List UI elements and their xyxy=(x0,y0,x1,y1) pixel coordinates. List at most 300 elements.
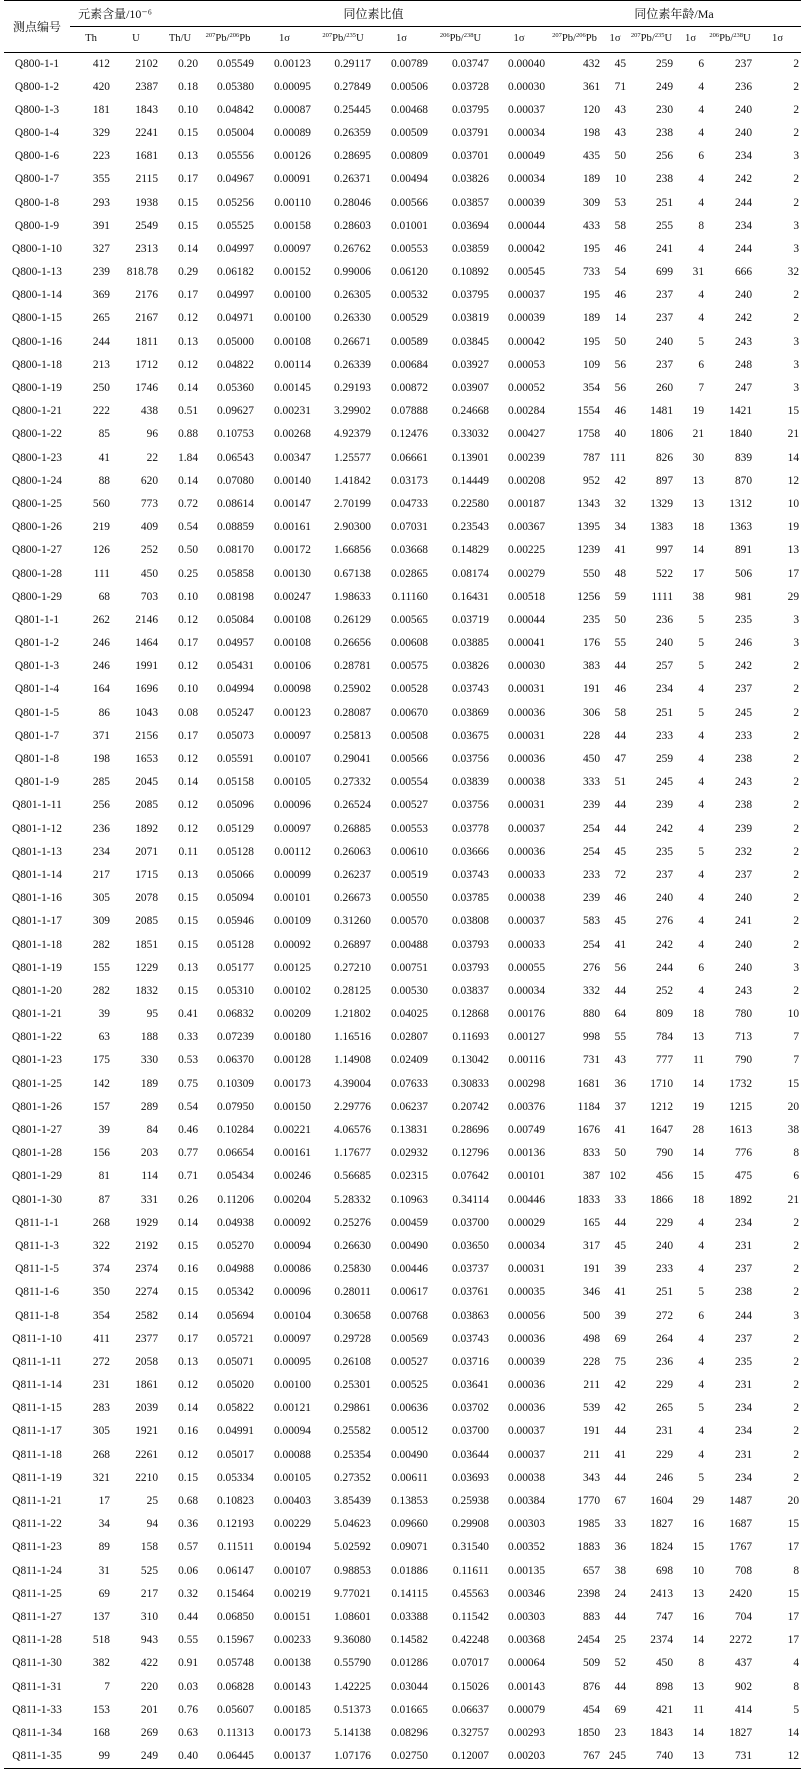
age-sigma-1-cell: 36 xyxy=(614,1077,627,1090)
th-u-ratio-cell: 0.75 xyxy=(178,1077,199,1090)
ratio-206pb-238u-cell: 0.29908 xyxy=(451,1518,490,1531)
ratio-sigma-2-cell: 0.00768 xyxy=(390,1309,429,1322)
ratio-sigma-1-cell: 0.00110 xyxy=(274,196,312,209)
age-sigma-2-cell: 5 xyxy=(698,845,705,858)
table-row xyxy=(4,1652,801,1675)
ratio-sigma-1-cell: 0.00147 xyxy=(273,497,312,510)
sample-id-cell: Q800-1-8 xyxy=(14,196,60,209)
age-sigma-3-cell: 2 xyxy=(793,706,800,719)
age-207pb-235u-cell: 1329 xyxy=(650,497,674,510)
ratio-sigma-2-cell: 0.00575 xyxy=(390,660,429,673)
u-content-cell: 2058 xyxy=(135,1355,159,1368)
ratio-sigma-2-cell: 0.02807 xyxy=(390,1031,429,1044)
th-content-cell: 374 xyxy=(92,1263,110,1276)
sample-id-cell: Q800-1-7 xyxy=(14,173,60,186)
age-207pb-235u-cell: 238 xyxy=(655,126,674,139)
ratio-207pb-235u-cell: 0.26885 xyxy=(333,822,372,835)
ratio-206pb-238u-cell: 0.03793 xyxy=(451,961,490,974)
th-u-ratio-cell: 0.13 xyxy=(178,150,199,163)
table-row xyxy=(4,354,801,377)
sample-id-cell: Q811-1-28 xyxy=(12,1634,62,1647)
ratio-207pb-206pb-cell: 0.05431 xyxy=(216,660,255,673)
age-sigma-2-cell: 11 xyxy=(693,1054,705,1067)
ratio-sigma-3-cell: 0.00036 xyxy=(508,845,546,858)
ratio-207pb-235u-cell: 0.26108 xyxy=(333,1355,372,1368)
ratio-206pb-238u-cell: 0.10892 xyxy=(451,266,490,279)
ratio-sigma-2-cell: 0.06120 xyxy=(390,266,429,279)
u-content-cell: 2210 xyxy=(135,1471,159,1484)
age-sigma-1-cell: 44 xyxy=(614,799,627,812)
ratio-207pb-206pb-cell: 0.05158 xyxy=(216,776,255,789)
ratio-sigma-2-cell: 0.00608 xyxy=(390,637,429,650)
table-row xyxy=(4,1490,801,1513)
col-age-sigma-2: 1σ xyxy=(675,27,706,53)
ratio-206pb-238u-cell: 0.12007 xyxy=(430,1745,491,1768)
ratio-206pb-238u-cell: 0.03700 xyxy=(451,1425,490,1438)
th-content-cell: 175 xyxy=(92,1054,110,1067)
age-sigma-3-cell: 2 xyxy=(793,660,800,673)
ratio-207pb-206pb-cell: 0.05084 xyxy=(216,613,255,626)
ratio-207pb-235u-cell: 5.02592 xyxy=(333,1541,372,1554)
age-206pb-238u-cell: 242 xyxy=(734,173,753,186)
ratio-sigma-2-cell: 0.02932 xyxy=(390,1147,429,1160)
ratio-207pb-206pb-cell: 0.06543 xyxy=(216,451,255,464)
ratio-207pb-235u-cell: 2.29776 xyxy=(333,1100,372,1113)
th-u-ratio-cell: 0.15 xyxy=(178,1471,199,1484)
col-age-206pb-238u: $^{206}$Pb/$^{238}$U xyxy=(706,27,754,53)
age-sigma-1-cell: 33 xyxy=(614,1193,627,1206)
age-207pb-206pb-cell: 211 xyxy=(583,1379,601,1392)
age-207pb-235u-cell: 450 xyxy=(655,1657,674,1670)
ratio-sigma-2-cell: 0.00789 xyxy=(390,57,429,70)
ratio-sigma-2-cell: 0.06237 xyxy=(390,1100,429,1113)
u-content-cell: 201 xyxy=(140,1703,159,1716)
th-content-cell: 63 xyxy=(98,1031,110,1044)
sample-id-cell: Q801-1-29 xyxy=(12,1170,62,1183)
u-content-cell: 95 xyxy=(146,1008,159,1021)
age-207pb-206pb-cell: 191 xyxy=(582,1425,601,1438)
age-sigma-2-cell: 13 xyxy=(692,474,705,487)
ratio-207pb-206pb-cell: 0.10753 xyxy=(216,428,255,441)
age-206pb-238u-cell: 242 xyxy=(734,660,753,673)
table-row xyxy=(4,447,801,470)
age-207pb-206pb-cell: 332 xyxy=(582,984,601,997)
table-row xyxy=(4,586,801,609)
age-207pb-235u-cell: 236 xyxy=(655,1355,674,1368)
ratio-207pb-235u-cell: 0.26237 xyxy=(333,868,372,881)
th-u-ratio-cell: 0.88 xyxy=(178,428,199,441)
age-sigma-3-cell: 5 xyxy=(793,1703,800,1716)
sample-id-cell: Q811-1-31 xyxy=(12,1680,62,1693)
ratio-206pb-238u-cell: 0.32757 xyxy=(451,1726,490,1739)
age-207pb-206pb-cell: 432 xyxy=(582,57,601,70)
th-content-cell: 236 xyxy=(92,822,110,835)
ratio-207pb-206pb-cell: 0.05607 xyxy=(216,1703,255,1716)
age-207pb-235u-cell: 235 xyxy=(655,845,674,858)
age-206pb-238u-cell: 839 xyxy=(734,451,753,464)
age-206pb-238u-cell: 243 xyxy=(734,984,753,997)
age-sigma-2-cell: 13 xyxy=(692,497,705,510)
u-content-cell: 773 xyxy=(140,497,159,510)
ratio-207pb-235u-cell: 0.99006 xyxy=(333,266,372,279)
ratio-sigma-1-cell: 0.00161 xyxy=(273,521,312,534)
age-sigma-2-cell: 4 xyxy=(698,1448,705,1461)
age-207pb-206pb-cell: 454 xyxy=(582,1703,601,1716)
ratio-sigma-3-cell: 0.00352 xyxy=(508,1541,546,1554)
table-row xyxy=(4,1397,801,1420)
ratio-207pb-206pb-cell: 0.05334 xyxy=(216,1471,255,1484)
ratio-sigma-3-cell: 0.00303 xyxy=(508,1610,546,1623)
age-sigma-1-cell: 69 xyxy=(614,1332,627,1345)
age-207pb-235u-cell: 242 xyxy=(655,938,674,951)
u-content-cell: 220 xyxy=(140,1680,159,1693)
age-207pb-235u-cell: 777 xyxy=(655,1054,674,1067)
age-207pb-206pb-cell: 450 xyxy=(582,753,601,766)
age-sigma-2-cell: 13 xyxy=(692,1680,705,1693)
age-207pb-206pb-cell: 387 xyxy=(582,1170,601,1183)
age-sigma-1-cell: 46 xyxy=(614,892,627,905)
ratio-207pb-235u-cell: 5.04623 xyxy=(333,1518,372,1531)
age-sigma-2-cell: 4 xyxy=(698,938,705,951)
ratio-206pb-238u-cell: 0.03857 xyxy=(451,196,490,209)
ratio-sigma-3-cell: 0.00040 xyxy=(508,57,546,70)
th-u-ratio-cell: 0.15 xyxy=(178,126,199,139)
sample-id-cell: Q801-1-13 xyxy=(12,845,62,858)
ratio-sigma-2-cell: 0.00550 xyxy=(390,892,429,905)
ratio-206pb-238u-cell: 0.03761 xyxy=(451,1286,490,1299)
sample-id-cell: Q811-1-8 xyxy=(15,1309,59,1322)
age-207pb-235u-cell: 240 xyxy=(655,1239,674,1252)
ratio-sigma-3-cell: 0.00037 xyxy=(508,915,546,928)
ratio-206pb-238u-cell: 0.03795 xyxy=(451,103,490,116)
age-sigma-1-cell: 42 xyxy=(614,1379,627,1392)
th-u-ratio-cell: 0.53 xyxy=(178,1054,199,1067)
age-sigma-1-cell: 46 xyxy=(614,405,627,418)
age-207pb-206pb-cell: 1676 xyxy=(577,1124,601,1137)
ratio-206pb-238u-cell: 0.13901 xyxy=(451,451,490,464)
col-th: Th xyxy=(70,27,112,53)
u-content-cell: 217 xyxy=(140,1587,159,1600)
age-sigma-3-cell: 3 xyxy=(793,961,800,974)
ratio-207pb-235u-cell: 0.25276 xyxy=(333,1216,372,1229)
u-content-cell: 818.78 xyxy=(126,266,159,279)
age-207pb-235u-cell: 265 xyxy=(655,1402,674,1415)
ratio-207pb-206pb-cell: 0.05004 xyxy=(216,126,255,139)
ratio-206pb-238u-cell: 0.03756 xyxy=(451,799,490,812)
ratio-sigma-3-cell: 0.00143 xyxy=(508,1680,546,1693)
age-sigma-1-cell: 41 xyxy=(614,1124,627,1137)
age-sigma-1-cell: 10 xyxy=(614,173,627,186)
age-207pb-206pb-cell: 343 xyxy=(582,1471,601,1484)
ratio-sigma-2-cell: 0.01001 xyxy=(390,219,429,232)
age-sigma-2-cell: 4 xyxy=(698,126,705,139)
ratio-sigma-1-cell: 0.00106 xyxy=(273,660,312,673)
age-206pb-238u-cell: 237 xyxy=(734,57,753,70)
age-sigma-2-cell: 4 xyxy=(698,1425,705,1438)
th-content-cell: 86 xyxy=(98,706,110,719)
age-207pb-206pb-cell: 1395 xyxy=(577,521,601,534)
ratio-207pb-206pb-cell: 0.08614 xyxy=(216,497,255,510)
ratio-207pb-206pb-cell: 0.04957 xyxy=(216,637,255,650)
th-content-cell: 81 xyxy=(98,1170,110,1183)
ratio-sigma-1-cell: 0.00221 xyxy=(273,1124,312,1137)
sample-id-cell: Q800-1-18 xyxy=(12,358,62,371)
ratio-207pb-206pb-cell: 0.05748 xyxy=(216,1657,255,1670)
ratio-206pb-238u-cell: 0.03795 xyxy=(451,289,490,302)
table-row xyxy=(4,1351,801,1374)
ratio-sigma-3-cell: 0.00034 xyxy=(508,173,546,186)
ratio-sigma-3-cell: 0.00446 xyxy=(508,1193,546,1206)
age-sigma-1-cell: 24 xyxy=(614,1587,627,1600)
u-content-cell: 330 xyxy=(140,1054,159,1067)
u-content-cell: 2045 xyxy=(135,776,159,789)
age-206pb-238u-cell: 234 xyxy=(734,1216,753,1229)
u-content-cell: 2374 xyxy=(135,1263,159,1276)
th-content-cell: 111 xyxy=(93,567,110,580)
age-sigma-3-cell: 3 xyxy=(793,219,800,232)
th-content-cell: 87 xyxy=(98,1193,110,1206)
th-content-cell: 156 xyxy=(92,1147,110,1160)
age-sigma-1-cell: 41 xyxy=(614,1286,627,1299)
u-content-cell: 249 xyxy=(112,1745,160,1768)
ratio-206pb-238u-cell: 0.31540 xyxy=(451,1541,490,1554)
age-206pb-238u-cell: 475 xyxy=(734,1170,753,1183)
ratio-206pb-238u-cell: 0.03791 xyxy=(451,126,490,139)
u-content-cell: 1851 xyxy=(135,938,159,951)
ratio-sigma-3-cell: 0.00127 xyxy=(508,1031,546,1044)
table-row xyxy=(4,1166,801,1189)
age-207pb-235u-cell: 237 xyxy=(655,312,674,325)
age-207pb-206pb-cell: 189 xyxy=(582,173,601,186)
ratio-207pb-235u-cell: 1.98633 xyxy=(333,590,372,603)
ratio-207pb-235u-cell: 0.27849 xyxy=(333,80,372,93)
ratio-sigma-1-cell: 0.00102 xyxy=(273,984,312,997)
col-ratio-206pb-238u: $^{206}$Pb/$^{238}$U xyxy=(430,27,491,53)
th-u-ratio-cell: 0.32 xyxy=(178,1587,199,1600)
age-206pb-238u-cell: 234 xyxy=(734,1471,753,1484)
age-sigma-1-cell: 41 xyxy=(614,938,627,951)
ratio-206pb-238u-cell: 0.03859 xyxy=(451,242,490,255)
sample-id-cell: Q800-1-19 xyxy=(12,382,62,395)
th-u-ratio-cell: 0.41 xyxy=(178,1008,199,1021)
ratio-sigma-1-cell: 0.00185 xyxy=(273,1703,312,1716)
ratio-sigma-2-cell: 0.00611 xyxy=(391,1471,429,1484)
ratio-207pb-235u-cell: 2.90300 xyxy=(333,521,372,534)
ratio-206pb-238u-cell: 0.07642 xyxy=(451,1170,490,1183)
sample-id-cell: Q800-1-22 xyxy=(12,428,62,441)
sample-id-cell: Q800-1-1 xyxy=(14,57,60,70)
age-207pb-206pb-cell: 1239 xyxy=(577,544,601,557)
age-sigma-2-cell: 31 xyxy=(692,266,705,279)
ratio-sigma-2-cell: 0.09660 xyxy=(390,1518,429,1531)
th-content-cell: 153 xyxy=(92,1703,110,1716)
age-206pb-238u-cell: 506 xyxy=(734,567,753,580)
th-u-ratio-cell: 0.54 xyxy=(178,1100,199,1113)
table-row xyxy=(4,887,801,910)
col-age-207pb-206pb: $^{207}$Pb/$^{206}$Pb xyxy=(547,27,602,53)
age-sigma-1-cell: 56 xyxy=(614,358,627,371)
u-content-cell: 525 xyxy=(140,1564,159,1577)
age-sigma-1-cell: 52 xyxy=(614,1657,627,1670)
age-207pb-206pb-cell: 309 xyxy=(582,196,601,209)
age-206pb-238u-cell: 790 xyxy=(734,1054,753,1067)
age-207pb-235u-cell: 229 xyxy=(655,1448,674,1461)
age-sigma-1-cell: 75 xyxy=(614,1355,627,1368)
ratio-207pb-235u-cell: 0.26359 xyxy=(333,126,372,139)
ratio-sigma-2-cell: 0.00528 xyxy=(390,683,429,696)
age-206pb-238u-cell: 231 xyxy=(734,1448,753,1461)
table-row xyxy=(4,1374,801,1397)
sample-id-cell: Q811-1-10 xyxy=(12,1332,62,1345)
age-sigma-3-cell: 17 xyxy=(787,1610,800,1623)
age-sigma-2-cell: 8 xyxy=(698,1657,705,1670)
age-207pb-206pb-cell: 433 xyxy=(582,219,601,232)
u-content-cell: 22 xyxy=(146,451,159,464)
th-u-ratio-cell: 0.14 xyxy=(178,242,199,255)
sample-id-cell: Q800-1-26 xyxy=(12,521,62,534)
ratio-207pb-235u-cell: 0.51373 xyxy=(333,1703,372,1716)
sample-id-cell: Q811-1-21 xyxy=(12,1495,62,1508)
th-content-cell: 39 xyxy=(98,1124,110,1137)
age-sigma-3-cell: 29 xyxy=(787,590,800,603)
ratio-sigma-3-cell: 0.00203 xyxy=(491,1745,547,1768)
table-row xyxy=(4,1026,801,1049)
ratio-sigma-3-cell: 0.00044 xyxy=(508,613,546,626)
sample-id-cell: Q801-1-19 xyxy=(12,961,62,974)
age-sigma-2-cell: 4 xyxy=(698,242,705,255)
age-sigma-3-cell: 2 xyxy=(793,57,800,70)
age-206pb-238u-cell: 237 xyxy=(734,1263,753,1276)
table-body xyxy=(4,53,801,1769)
age-sigma-1-cell: 50 xyxy=(614,613,627,626)
u-content-cell: 2387 xyxy=(135,80,159,93)
ratio-207pb-206pb-cell: 0.06445 xyxy=(200,1745,256,1768)
th-u-ratio-cell: 0.29 xyxy=(178,266,199,279)
th-u-ratio-cell: 0.14 xyxy=(178,1402,199,1415)
age-sigma-2-cell: 18 xyxy=(692,1008,705,1021)
th-u-ratio-cell: 0.17 xyxy=(178,173,199,186)
age-sigma-3-cell: 17 xyxy=(787,1541,800,1554)
ratio-206pb-238u-cell: 0.03743 xyxy=(451,1332,490,1345)
table-row xyxy=(4,539,801,562)
age-sigma-1-cell: 56 xyxy=(614,382,627,395)
ratio-207pb-206pb-cell: 0.05694 xyxy=(216,1309,255,1322)
age-sigma-1-cell: 23 xyxy=(614,1726,627,1739)
th-u-ratio-cell: 0.12 xyxy=(178,358,199,371)
age-sigma-2-cell: 29 xyxy=(692,1495,705,1508)
element-content-header: 元素含量/10⁻⁶ xyxy=(70,1,160,27)
age-sigma-3-cell: 3 xyxy=(793,613,800,626)
u-content-cell: 189 xyxy=(140,1077,159,1090)
age-207pb-206pb-cell: 333 xyxy=(582,776,601,789)
ratio-207pb-235u-cell: 4.39004 xyxy=(333,1077,372,1090)
sample-id-cell: Q800-1-6 xyxy=(14,150,60,163)
ratio-206pb-238u-cell: 0.03808 xyxy=(451,915,490,928)
age-207pb-235u-cell: 1383 xyxy=(650,521,674,534)
age-206pb-238u-cell: 240 xyxy=(734,289,753,302)
age-207pb-235u-cell: 809 xyxy=(655,1008,674,1021)
sample-id-cell: Q811-1-11 xyxy=(12,1355,62,1368)
sample-id-cell: Q801-1-28 xyxy=(12,1147,62,1160)
age-sigma-2-cell: 4 xyxy=(698,822,705,835)
ratio-206pb-238u-cell: 0.03826 xyxy=(451,660,490,673)
ratio-sigma-2-cell: 0.00569 xyxy=(390,1332,429,1345)
th-u-ratio-cell: 0.10 xyxy=(178,590,199,603)
ratio-207pb-235u-cell: 1.16516 xyxy=(333,1031,372,1044)
age-sigma-1-cell: 47 xyxy=(614,753,627,766)
th-u-ratio-cell: 0.25 xyxy=(178,567,199,580)
age-sigma-2-cell: 5 xyxy=(698,613,705,626)
ratio-207pb-206pb-cell: 0.04967 xyxy=(216,173,255,186)
age-207pb-206pb-cell: 191 xyxy=(582,683,601,696)
ratio-207pb-206pb-cell: 0.08859 xyxy=(216,521,255,534)
age-206pb-238u-cell: 240 xyxy=(734,938,753,951)
age-207pb-206pb-cell: 120 xyxy=(582,103,601,116)
ratio-sigma-1-cell: 0.00099 xyxy=(273,868,312,881)
age-sigma-3-cell: 2 xyxy=(793,1355,800,1368)
age-sigma-1-cell: 36 xyxy=(614,1541,627,1554)
col-ratio-sigma-1: 1σ xyxy=(256,27,313,53)
age-sigma-2-cell: 6 xyxy=(698,150,705,163)
sample-id-cell: Q801-1-9 xyxy=(14,776,60,789)
sample-id-cell: Q800-1-21 xyxy=(12,405,62,418)
ratio-sigma-2-cell: 0.14115 xyxy=(391,1587,429,1600)
ratio-sigma-3-cell: 0.00034 xyxy=(508,984,546,997)
ratio-207pb-235u-cell: 0.26063 xyxy=(333,845,372,858)
table-row xyxy=(4,192,801,215)
age-206pb-238u-cell: 1215 xyxy=(729,1100,753,1113)
ratio-206pb-238u-cell: 0.03885 xyxy=(451,637,490,650)
age-sigma-3-cell: 10 xyxy=(787,497,800,510)
th-u-ratio-cell: 0.76 xyxy=(178,1703,199,1716)
table-row xyxy=(4,1142,801,1165)
age-207pb-206pb-cell: 195 xyxy=(582,242,601,255)
th-content-cell: 88 xyxy=(98,474,110,487)
age-sigma-1-cell: 32 xyxy=(614,497,627,510)
th-u-ratio-cell: 0.17 xyxy=(178,1332,199,1345)
ratio-207pb-235u-cell: 0.26524 xyxy=(333,799,372,812)
col-ratio-sigma-3: 1σ xyxy=(491,27,547,53)
ratio-206pb-238u-cell: 0.03650 xyxy=(451,1239,490,1252)
ratio-207pb-206pb-cell: 0.05525 xyxy=(216,219,255,232)
ratio-sigma-3-cell: 0.00037 xyxy=(508,822,546,835)
ratio-sigma-2-cell: 0.04025 xyxy=(390,1008,429,1021)
ratio-sigma-2-cell: 0.00530 xyxy=(390,984,429,997)
age-sigma-2-cell: 6 xyxy=(698,961,705,974)
ratio-207pb-206pb-cell: 0.05270 xyxy=(216,1239,255,1252)
age-207pb-235u-cell: 456 xyxy=(655,1170,674,1183)
sample-id-cell: Q811-1-14 xyxy=(12,1379,62,1392)
age-sigma-3-cell: 2 xyxy=(793,1471,800,1484)
age-207pb-235u-cell: 522 xyxy=(655,567,674,580)
th-content-cell: 268 xyxy=(92,1216,110,1229)
ratio-sigma-3-cell: 0.00053 xyxy=(508,358,546,371)
age-206pb-238u-cell: 2272 xyxy=(729,1634,753,1647)
age-207pb-206pb-cell: 346 xyxy=(582,1286,601,1299)
age-sigma-1-cell: 45 xyxy=(614,915,627,928)
age-sigma-2-cell: 14 xyxy=(692,1077,705,1090)
ratio-207pb-235u-cell: 0.26371 xyxy=(333,173,372,186)
ratio-207pb-235u-cell: 0.25813 xyxy=(333,729,372,742)
age-206pb-238u-cell: 234 xyxy=(734,150,753,163)
th-content-cell: 223 xyxy=(92,150,110,163)
age-207pb-235u-cell: 255 xyxy=(655,219,674,232)
age-207pb-206pb-cell: 1850 xyxy=(577,1726,601,1739)
table-row xyxy=(4,1050,801,1073)
sample-id-cell: Q801-1-7 xyxy=(14,729,60,742)
col-ratio-207pb-235u: $^{207}$Pb/$^{235}$U xyxy=(313,27,373,53)
th-u-ratio-cell: 0.06 xyxy=(178,1564,199,1577)
